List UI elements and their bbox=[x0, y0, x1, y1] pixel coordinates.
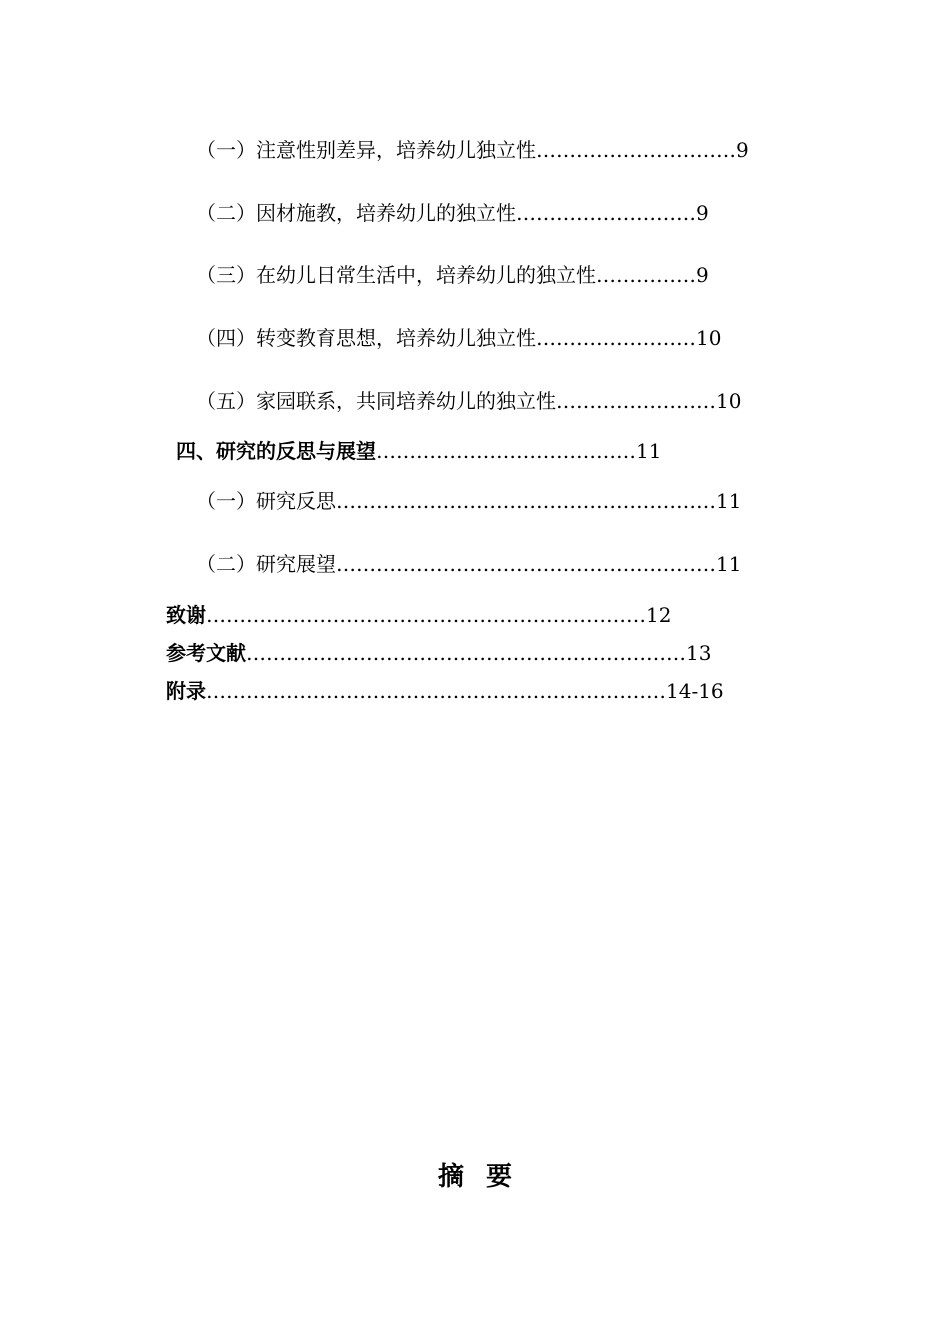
toc-page-number: 10 bbox=[696, 326, 722, 350]
toc-dots: …………… bbox=[596, 263, 696, 287]
toc-dots: ………………………………… bbox=[376, 439, 636, 463]
toc-appendix bbox=[166, 678, 826, 704]
toc-page-number: 14-16 bbox=[666, 679, 724, 703]
toc-label: （一）研究反思 bbox=[196, 489, 336, 513]
toc-label: 致谢 bbox=[166, 603, 206, 627]
toc-line-1-4 bbox=[196, 325, 786, 351]
toc-label: （一）注意性别差异，培养幼儿独立性 bbox=[196, 138, 536, 162]
toc-dots: ………………………………………………………… bbox=[206, 603, 646, 627]
toc-label: （二）研究展望 bbox=[196, 552, 336, 576]
toc-dots: ………………………………………………… bbox=[336, 552, 716, 576]
toc-page-number: 9 bbox=[696, 263, 709, 287]
toc-label: （二）因材施教，培养幼儿的独立性 bbox=[196, 201, 516, 225]
toc-page-number: 9 bbox=[696, 201, 709, 225]
toc-label: （四）转变教育思想，培养幼儿独立性 bbox=[196, 326, 536, 350]
toc-page-number: 13 bbox=[686, 641, 712, 665]
toc-line-4-1 bbox=[196, 488, 776, 514]
toc-dots: ………………………………………………………… bbox=[246, 641, 686, 665]
toc-section-4 bbox=[176, 438, 756, 464]
toc-references bbox=[166, 640, 806, 666]
toc-label: （三）在幼儿日常生活中，培养幼儿的独立性 bbox=[196, 263, 596, 287]
toc-page-number: 11 bbox=[716, 552, 742, 576]
toc-label: 参考文献 bbox=[166, 641, 246, 665]
toc-dots: ……………………… bbox=[516, 201, 696, 225]
toc-line-1-2 bbox=[196, 200, 776, 226]
toc-page-number: 11 bbox=[636, 439, 662, 463]
toc-line-1-1 bbox=[196, 137, 806, 163]
toc-dots: …………………… bbox=[556, 389, 716, 413]
toc-line-1-3 bbox=[196, 262, 776, 288]
toc-dots: …………………………………………………………… bbox=[206, 679, 666, 703]
toc-dots: ………………………… bbox=[536, 138, 736, 162]
abstract-heading: 摘要 bbox=[437, 1162, 534, 1192]
toc-page-number: 10 bbox=[716, 389, 742, 413]
toc-page-number: 11 bbox=[716, 489, 742, 513]
toc-label: 附录 bbox=[166, 679, 206, 703]
toc-line-1-5 bbox=[196, 388, 806, 414]
toc-page-number: 9 bbox=[736, 138, 749, 162]
toc-acknowledgements bbox=[166, 602, 766, 628]
toc-label: 四、研究的反思与展望 bbox=[176, 439, 376, 463]
toc-label: （五）家园联系，共同培养幼儿的独立性 bbox=[196, 389, 556, 413]
toc-dots: …………………… bbox=[536, 326, 696, 350]
toc-line-4-2 bbox=[196, 551, 776, 577]
toc-page-number: 12 bbox=[646, 603, 672, 627]
toc-dots: ………………………………………………… bbox=[336, 489, 716, 513]
